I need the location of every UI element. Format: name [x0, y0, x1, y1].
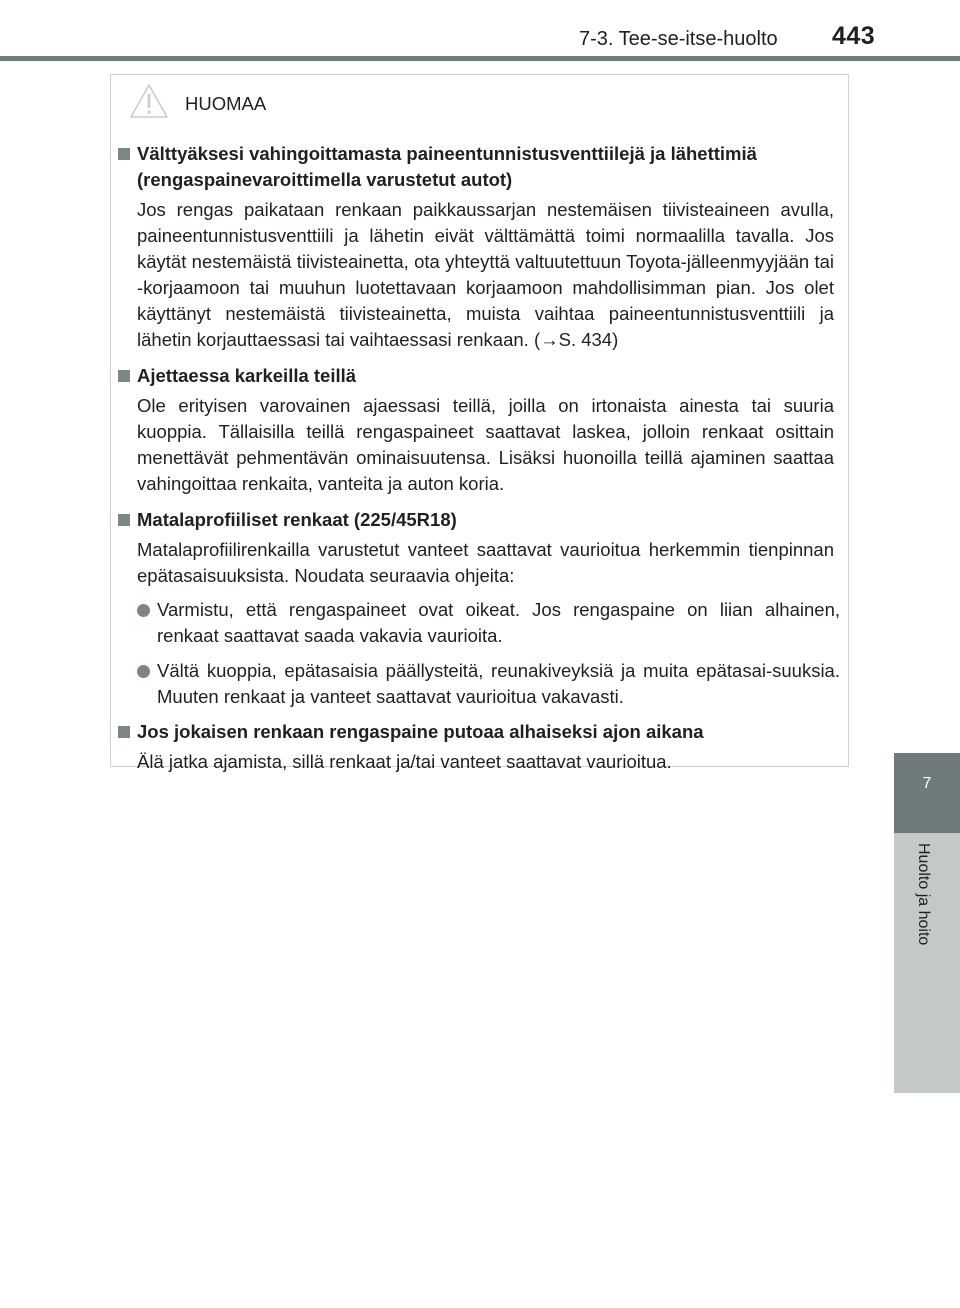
notice-section-pressure-drop: [111, 719, 848, 775]
section-text: Matalaprofiilirenkailla varustetut vanteet saattavat vaurioitua herkemmin tienpinnan epätasaisuuksista. Noudata seuraavia ohjeita:: [137, 539, 834, 586]
square-bullet-icon: [118, 726, 130, 738]
section-heading: Jos jokaisen renkaan rengaspaine putoaa alhaiseksi ajon aikana: [111, 719, 848, 745]
square-bullet-icon: [118, 148, 130, 160]
list-item: Vältä kuoppia, epätasaisia päällysteitä, reunakiveyksiä ja muita epätasai-suuksia. Muuten renkaat ja vanteet saattavat vaurioitua vakavasti.: [111, 658, 848, 710]
chapter-number: 7: [922, 775, 932, 792]
notice-content: [111, 141, 848, 785]
list-item: Varmistu, että rengaspaineet ovat oikeat. Jos rengaspaine on liian alhainen, renkaat saattavat saada vakavia vaurioita.: [111, 597, 848, 649]
section-heading: Välttyäksesi vahingoittamasta paineentunnistusventtiilejä ja lähettimiä (rengaspainevaroittimella varustetut autot): [111, 141, 848, 193]
chapter-tab: [894, 753, 960, 833]
round-bullet-icon: [137, 604, 150, 617]
warning-triangle-icon: [129, 83, 169, 119]
notice-section-rough-roads: [111, 363, 848, 497]
chapter-strip: [894, 833, 960, 1093]
section-heading: Ajettaessa karkeilla teillä: [111, 363, 848, 389]
notice-box: [110, 74, 849, 772]
section-text: Jos rengas paikataan renkaan paikkaussarjan nestemäisen tiivisteaineen avulla, paineentunnistusventtiili ja lähetin eivät välttämättä toimi normaalilla tavalla. Jos käytät nestemäistä tiivisteainetta, ota yhteyttä valtuutettuun Toyota-jälleenmyyjään tai -korjaamoon tai muuhun luotettavaan korjaamoon mahdollisimman pian. Jos olet käyttänyt nestemäistä tiivisteainetta, muista vaihtaa paineentunnistusventtiili ja lähetin korjauttaessasi tai vaihtaessasi renkaan. (→S. 434): [137, 199, 834, 350]
chapter-label: Huolto ja hoito: [915, 843, 932, 946]
section-text: Ole erityisen varovainen ajaessasi teillä, joilla on irtonaista ainesta tai suuria kuoppia. Tällaisilla teillä rengaspaineet saattavat laskea, jolloin renkaat osittain menettävät pehmentävän ominaisuutensa. Lisäksi huonoilla teillä ajaminen saattaa vahingoittaa renkaita, vanteita ja auton koria.: [137, 395, 834, 494]
square-bullet-icon: [118, 514, 130, 526]
notice-section-low-profile-tires: [111, 507, 848, 710]
page-number: 443: [832, 22, 876, 50]
section-text: Älä jatka ajamista, sillä renkaat ja/tai vanteet saattavat vaurioitua.: [137, 751, 672, 772]
section-heading: Matalaprofiiliset renkaat (225/45R18): [111, 507, 848, 533]
round-bullet-icon: [137, 665, 150, 678]
square-bullet-icon: [118, 370, 130, 382]
notice-section-tpms: [111, 141, 848, 353]
section-title: 7-3. Tee-se-itse-huolto: [579, 28, 778, 50]
notice-title: HUOMAA: [185, 93, 267, 114]
header-divider: [0, 56, 960, 61]
